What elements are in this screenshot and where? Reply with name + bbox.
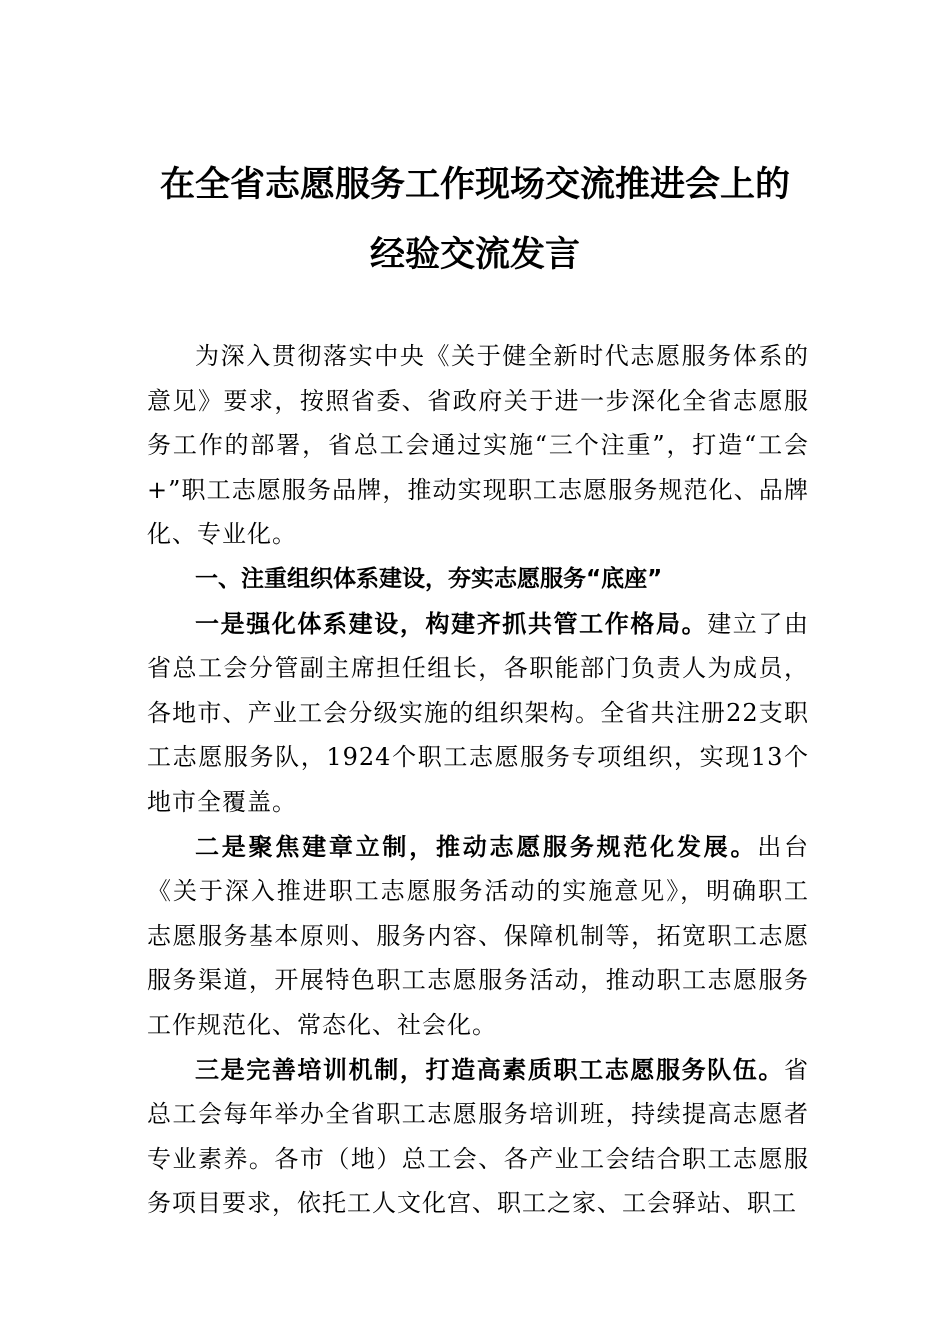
paragraph-1-body: 建立了由省总工会分管副主席担任组长，各职能部门负责人为成员，各地市、产业工会分级实施的组织架构。全省共注册22支职工志愿服务队，1924个职工志愿服务专项组织，实现13个地市全覆盖。 (147, 609, 810, 816)
paragraph-2-lead: 二是聚焦建章立制，推动志愿服务规范化发展。 (195, 831, 758, 861)
section-heading-1: 一、注重组织体系建设，夯实志愿服务“底座” (195, 565, 663, 592)
paragraph-1 (147, 602, 809, 825)
document-body (147, 334, 809, 1226)
intro-paragraph: 为深入贯彻落实中央《关于健全新时代志愿服务体系的意见》要求，按照省委、省政府关于进一步深化全省志愿服务工作的部署，省总工会通过实施“三个注重”，打造“工会+”职工志愿服务品牌，推动实现职工志愿服务规范化、品牌化、专业化。 (147, 342, 809, 549)
paragraph-1-lead: 一是强化体系建设，构建齐抓共管工作格局。 (195, 608, 708, 638)
paragraph-3-body: 省总工会每年举办全省职工志愿服务培训班，持续提高志愿者专业素养。各市（地）总工会、各产业工会结合职工志愿服务项目要求，依托工人文化宫、职工之家、工会驿站、职工 (147, 1055, 809, 1218)
document-title-line-1: 在全省志愿服务工作现场交流推进会上的 (159, 165, 790, 205)
paragraph-2-body: 出台《关于深入推进职工志愿服务活动的实施意见》，明确职工志愿服务基本原则、服务内容、保障机制等，拓宽职工志愿服务渠道，开展特色职工志愿服务活动，推动职工志愿服务工作规范化、常态化、社会化。 (147, 832, 810, 1039)
paragraph-3-lead: 三是完善培训机制，打造高素质职工志愿服务队伍。 (195, 1054, 784, 1084)
paragraph-3 (147, 1048, 809, 1226)
paragraph-2 (147, 825, 809, 1048)
document-title-line-2: 经验交流发言 (369, 235, 580, 275)
